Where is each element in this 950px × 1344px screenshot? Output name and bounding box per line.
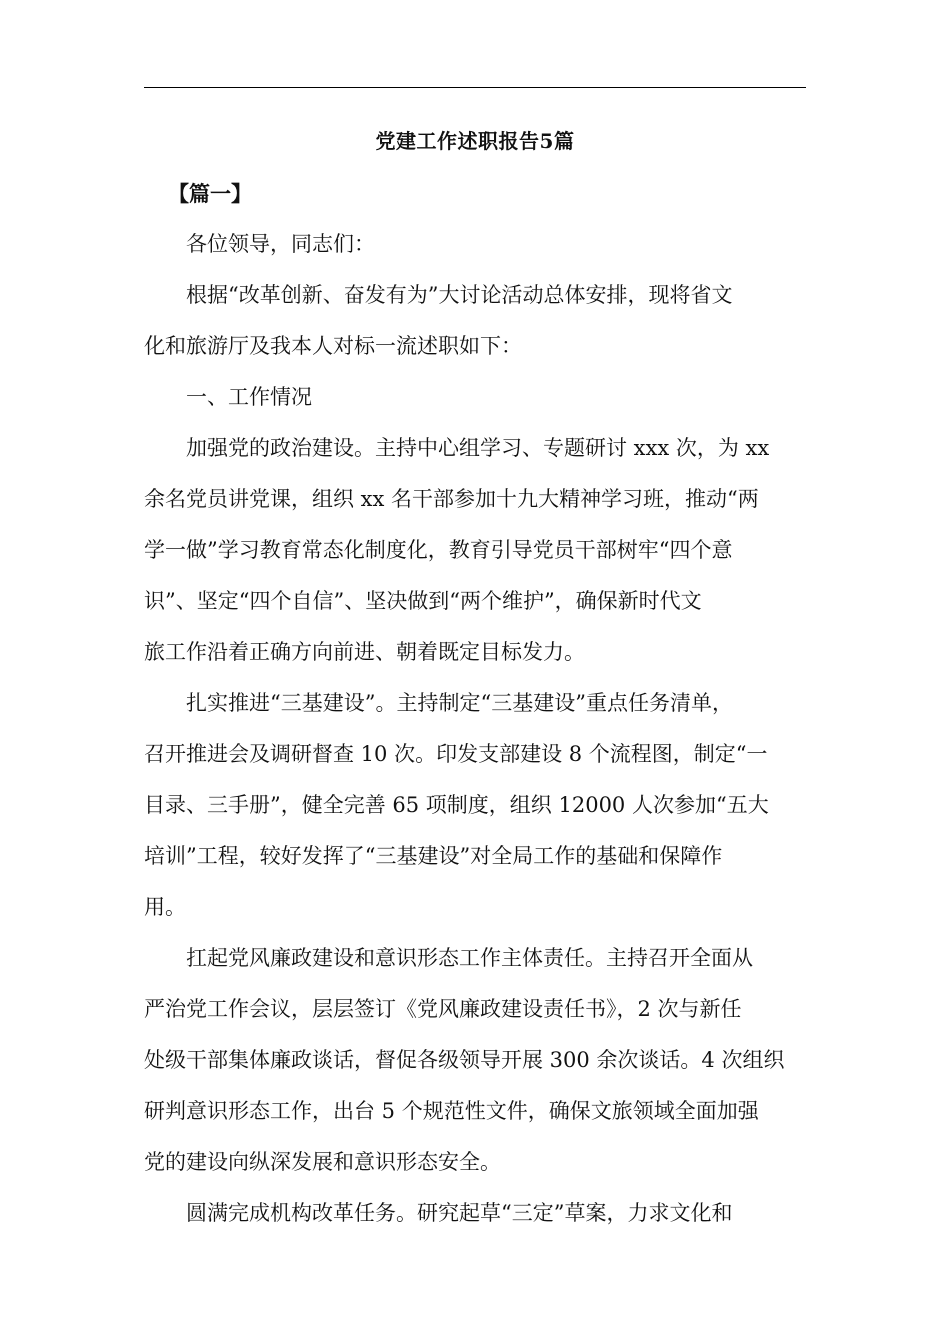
header-rule xyxy=(144,87,806,88)
paragraph-line: 一、工作情况 xyxy=(186,385,312,409)
paragraph-line: 加强党的政治建设。主持中心组学习、专题研讨 xxx 次，为 xx xyxy=(186,436,770,460)
paragraph-line: 培训”工程，较好发挥了“三基建设”对全局工作的基础和保障作 xyxy=(144,844,723,868)
paragraph xyxy=(144,423,806,678)
paragraph xyxy=(144,270,806,372)
paragraph xyxy=(144,933,806,1188)
paragraph-line: 化和旅游厅及我本人对标一流述职如下： xyxy=(144,334,522,358)
paragraph-line: 目录、三手册”，健全完善 65 项制度，组织 12000 人次参加“五大 xyxy=(144,793,769,817)
document-body xyxy=(144,168,806,1239)
paragraph-line: 党的建设向纵深发展和意识形态安全。 xyxy=(144,1150,501,1174)
section-label: 【篇一】 xyxy=(168,181,252,206)
paragraph-line: 研判意识形态工作，出台 5 个规范性文件，确保文旅领域全面加强 xyxy=(144,1099,759,1123)
paragraph-line: 用。 xyxy=(144,895,186,919)
paragraph-line: 扛起党风廉政建设和意识形态工作主体责任。主持召开全面从 xyxy=(186,946,753,970)
paragraph-line: 召开推进会及调研督查 10 次。印发支部建设 8 个流程图，制定“一 xyxy=(144,742,768,766)
paragraph-line: 学一做”学习教育常态化制度化，教育引导党员干部树牢“四个意 xyxy=(144,538,733,562)
document-title: 党建工作述职报告5篇 xyxy=(375,129,575,153)
paragraph-line: 扎实推进“三基建设”。主持制定“三基建设”重点任务清单， xyxy=(186,691,733,715)
paragraph-line: 圆满完成机构改革任务。研究起草“三定”草案，力求文化和 xyxy=(186,1201,733,1225)
paragraph-line: 余名党员讲党课，组织 xx 名干部参加十九大精神学习班，推动“两 xyxy=(144,487,759,511)
paragraph-line: 根据“改革创新、奋发有为”大讨论活动总体安排，现将省文 xyxy=(186,283,733,307)
paragraph xyxy=(144,219,806,270)
paragraph-line: 各位领导，同志们： xyxy=(186,232,375,256)
section-heading xyxy=(144,372,806,423)
paragraph xyxy=(144,678,806,933)
paragraph-line: 严治党工作会议，层层签订《党风廉政建设责任书》，2 次与新任 xyxy=(144,997,742,1021)
paragraph-line: 识”、坚定“四个自信”、坚决做到“两个维护”，确保新时代文 xyxy=(144,589,702,613)
paragraph xyxy=(144,1188,806,1239)
paragraph-line: 旅工作沿着正确方向前进、朝着既定目标发力。 xyxy=(144,640,585,664)
paragraph-line: 处级干部集体廉政谈话，督促各级领导开展 300 余次谈话。4 次组织 xyxy=(144,1048,785,1072)
